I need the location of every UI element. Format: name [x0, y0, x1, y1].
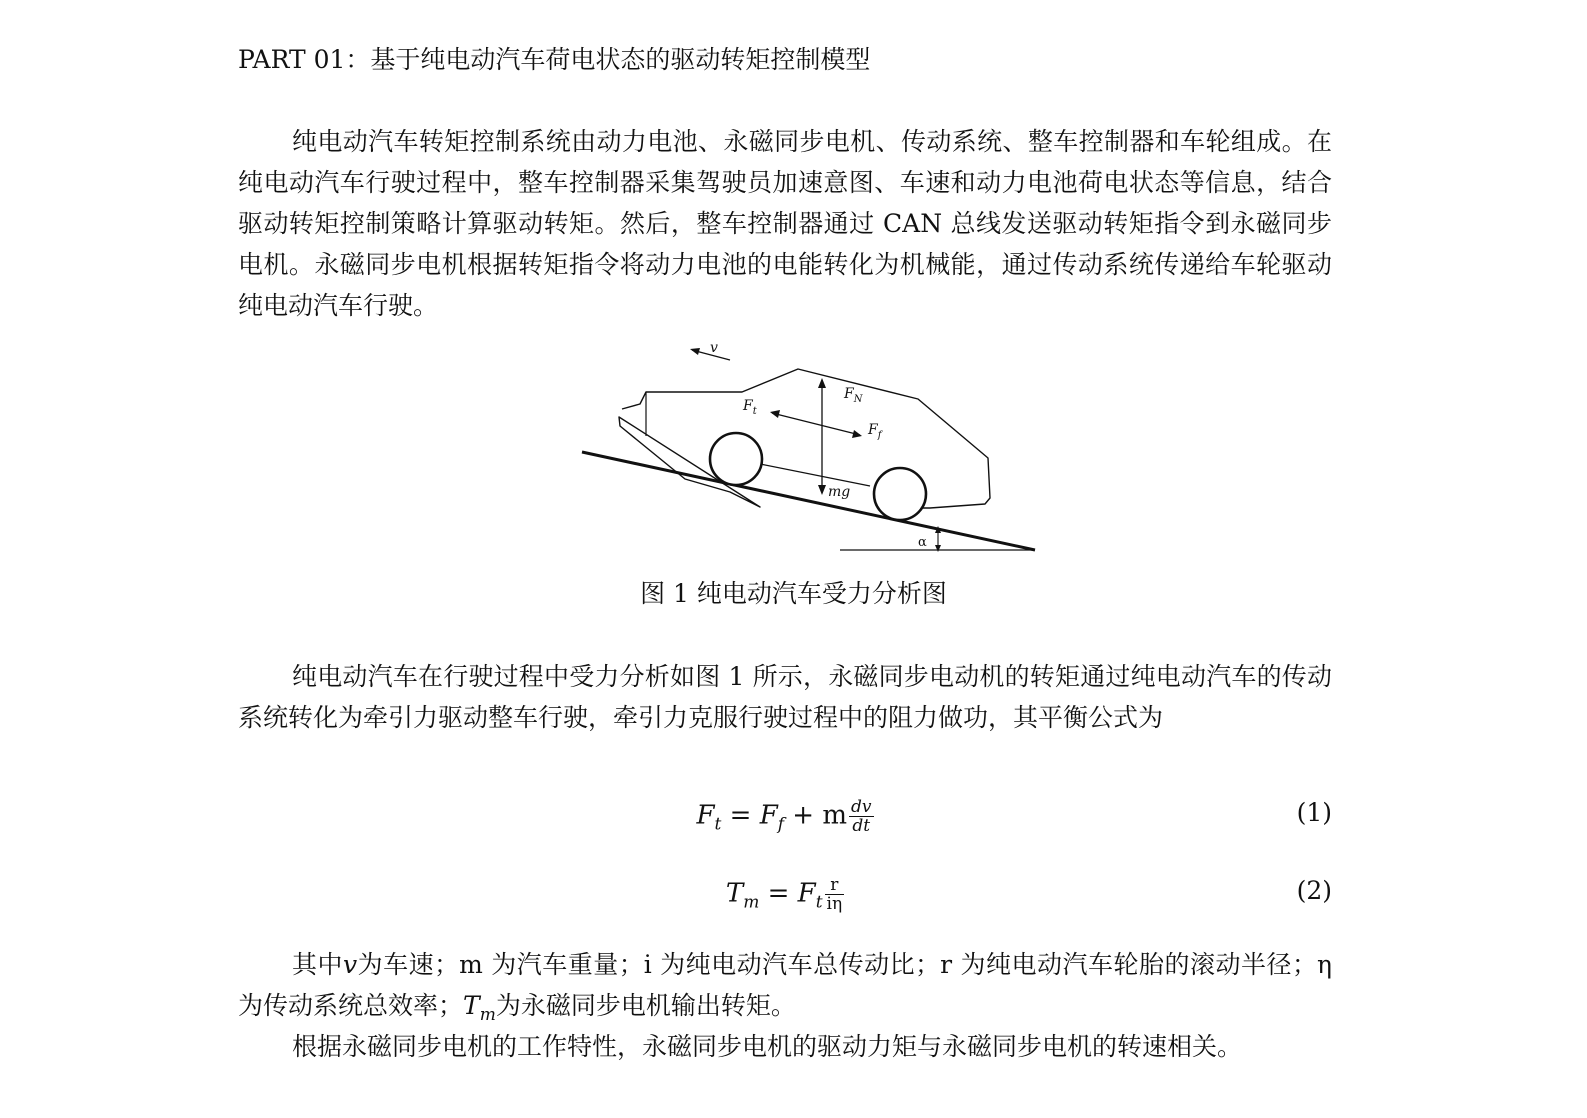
velocity-label: v: [710, 340, 718, 356]
gravity-label: mg: [828, 484, 851, 500]
paragraph-variable-definitions: 其中v为车速；m 为汽车重量；i 为纯电动汽车总传动比；r 为纯电动汽车轮胎的滚动半径；η为传动系统总效率；$T_m$为永磁同步电机输出转矩。: [238, 950, 1332, 1025]
front-wheel: [710, 433, 762, 485]
angle-label: α: [918, 535, 927, 550]
normal-force-label: $F_N$: [844, 386, 863, 405]
rear-wheel: [874, 468, 926, 520]
paragraph-motor-characteristics: 根据永磁同步电机的工作特性，永磁同步电机的驱动力矩与永磁同步电机的转速相关。: [292, 1032, 1243, 1061]
section-heading: PART 01：基于纯电动汽车荷电状态的驱动转矩控制模型: [238, 45, 871, 74]
paragraph-force-analysis: 纯电动汽车在行驶过程中受力分析如图 1 所示，永磁同步电动机的转矩通过纯电动汽车的传动系统转化为牵引力驱动整车行驶，牵引力克服行驶过程中的阻力做功，其平衡公式为: [238, 662, 1332, 732]
traction-force-arrowhead: [770, 410, 780, 418]
gravity-force-arrowhead: [818, 485, 826, 495]
paragraph-system-description: 纯电动汽车转矩控制系统由动力电池、永磁同步电机、传动系统、整车控制器和车轮组成。在纯电动汽车行驶过程中，整车控制器采集驾驶员加速意图、车速和动力电池荷电状态等信息，结合驱动转矩控制策略计算驱动转矩。然后，整车控制器通过 CAN 总线发送驱动转矩指令到永磁同步电机。永磁同步电机根据转矩指令将动力电池的电能转化为机械能，通过传动系统传递给车轮驱动纯电动汽车行驶。: [238, 127, 1332, 320]
friction-force-label: $F_f$: [868, 422, 882, 441]
angle-arrowhead-bottom: [935, 545, 941, 552]
figure-caption: 图 1 纯电动汽车受力分析图: [640, 579, 947, 608]
slope-line: [582, 452, 1035, 550]
equation-1-body: $F_t = F_f + m$ $\frac{dv}{dt}$: [696, 797, 872, 836]
equation-2-body: $T_m = F_t$ $\frac{r}{i\eta}$: [725, 875, 843, 914]
force-analysis-figure: [570, 336, 1050, 564]
traction-force-arrow: [772, 413, 860, 435]
normal-force-arrowhead: [818, 378, 826, 388]
car-body-outline: [619, 369, 990, 508]
traction-force-label: $F_t$: [743, 398, 757, 417]
equation-1-number: (1): [1296, 798, 1332, 827]
velocity-arrowhead: [690, 348, 700, 355]
friction-force-arrowhead: [852, 430, 862, 438]
equation-2-fraction: $\frac{r}{i\eta}$: [826, 875, 843, 914]
equation-1: [238, 798, 1332, 854]
equation-2-number: (2): [1296, 876, 1332, 905]
equation-1-fraction: $\frac{dv}{dt}$: [851, 797, 872, 836]
equation-2: [238, 876, 1332, 932]
